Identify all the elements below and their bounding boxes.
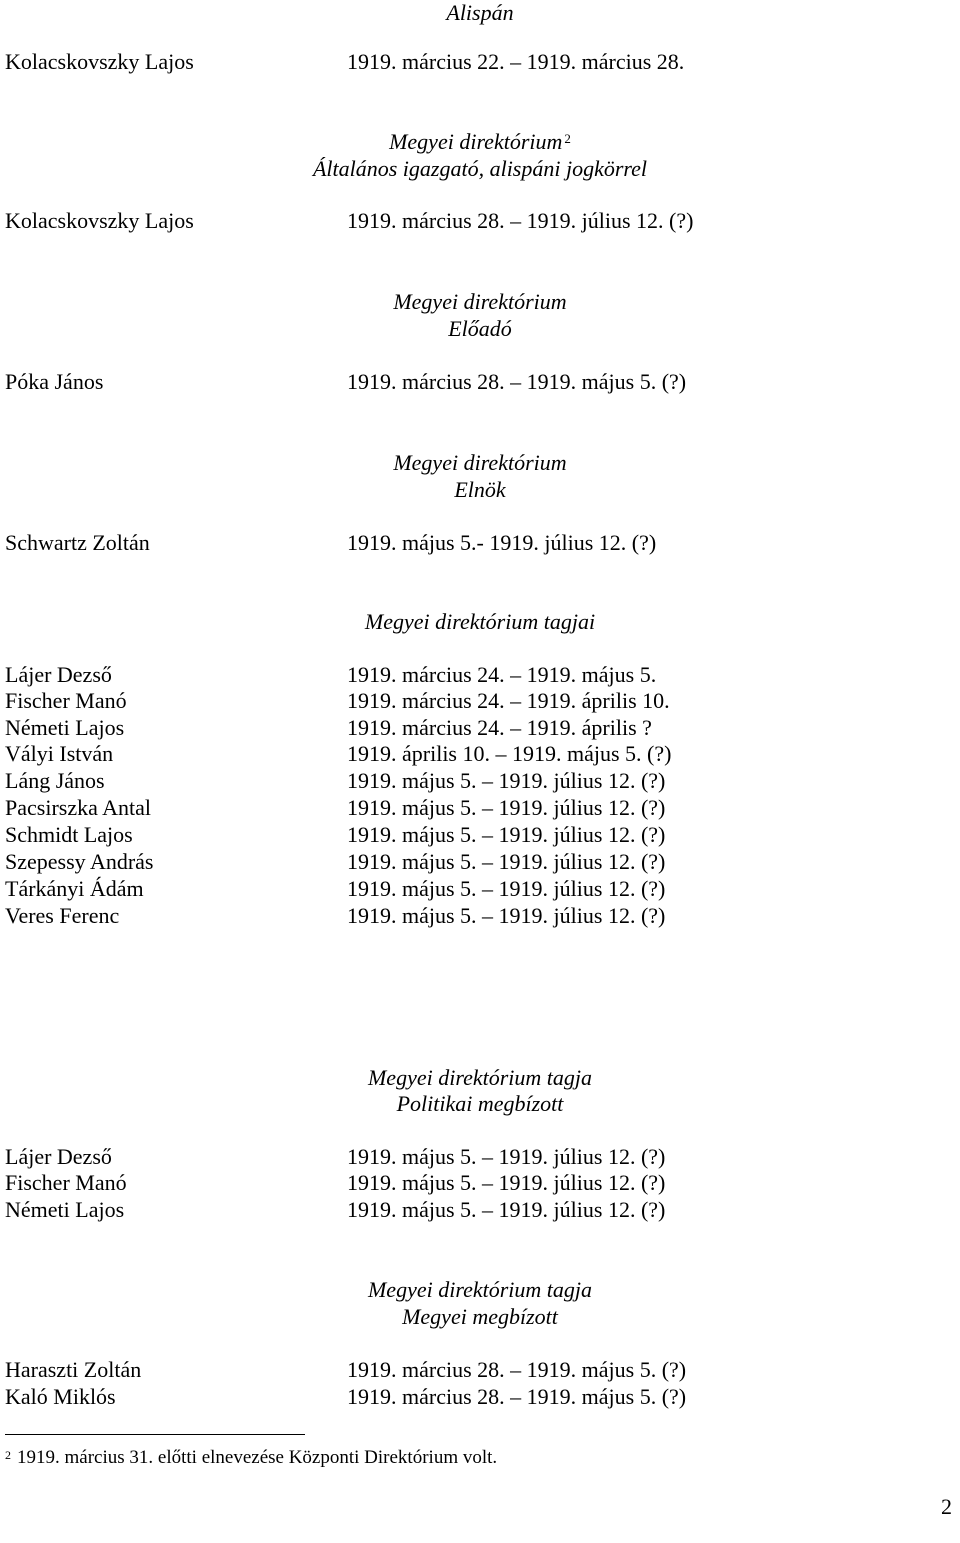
- list-item: [5, 1197, 955, 1223]
- date-range: 1919. május 5. – 1919. július 12. (?): [347, 849, 666, 874]
- list-item: [5, 1170, 955, 1196]
- list-item: [5, 822, 955, 848]
- person-name: Lájer Dezső: [5, 662, 112, 687]
- list-item: [5, 369, 955, 395]
- list-item: [5, 715, 955, 741]
- footnote-text: 1919. március 31. előtti elnevezése Központi Direktórium volt.: [17, 1447, 498, 1468]
- person-name: Szepessy András: [5, 849, 154, 874]
- date-range: 1919. május 5. – 1919. július 12. (?): [347, 1197, 666, 1222]
- date-range: 1919. március 24. – 1919. április 10.: [347, 688, 670, 713]
- person-name: Kolacskovszky Lajos: [5, 208, 194, 233]
- section-subtitle: Elnök: [454, 477, 506, 502]
- list-item: [5, 849, 955, 875]
- date-range: 1919. május 5. – 1919. július 12. (?): [347, 1170, 666, 1195]
- footnote-divider: [5, 1434, 305, 1435]
- list-item: [5, 1384, 955, 1410]
- date-range: 1919. május 5. – 1919. július 12. (?): [347, 876, 666, 901]
- section-title: Megyei direktórium: [393, 450, 567, 475]
- list-item: [5, 1144, 955, 1170]
- date-range: 1919. március 28. – 1919. május 5. (?): [347, 1357, 687, 1382]
- footnote-marker: 2: [5, 1448, 11, 1462]
- list-item: [5, 741, 955, 767]
- section-title: Megyei direktórium: [393, 289, 567, 314]
- section-title: [0, 129, 960, 155]
- date-range: 1919. május 5. – 1919. július 12. (?): [347, 795, 666, 820]
- list-item: [5, 662, 955, 688]
- section-title: Megyei direktórium tagjai: [364, 609, 596, 634]
- person-name: Németi Lajos: [5, 715, 125, 740]
- section-subtitle: Politikai megbízott: [396, 1091, 564, 1116]
- person-name: Vályi István: [5, 741, 114, 766]
- person-name: Haraszti Zoltán: [5, 1357, 142, 1382]
- date-range: 1919. május 5. – 1919. július 12. (?): [347, 822, 666, 847]
- date-range: 1919. március 22. – 1919. március 28.: [347, 49, 685, 74]
- person-name: Láng János: [5, 768, 105, 793]
- person-name: Schwartz Zoltán: [5, 530, 150, 555]
- section-subtitle: Megyei megbízott: [402, 1304, 558, 1329]
- person-name: Póka János: [5, 369, 104, 394]
- footnote-reference: 2: [564, 131, 571, 146]
- list-item: [5, 208, 955, 234]
- person-name: Pacsirszka Antal: [5, 795, 152, 820]
- person-name: Schmidt Lajos: [5, 822, 133, 847]
- person-name: Fischer Manó: [5, 1170, 127, 1195]
- person-name: Kolacskovszky Lajos: [5, 49, 194, 74]
- section-title-alispan: Alispán: [446, 0, 514, 25]
- section-title: Megyei direktórium tagja: [367, 1065, 593, 1090]
- footnote: [5, 1446, 497, 1470]
- list-item: [5, 688, 955, 714]
- person-name: Veres Ferenc: [5, 903, 120, 928]
- list-item: [5, 903, 955, 929]
- list-item: [5, 768, 955, 794]
- date-range: 1919. május 5.- 1919. július 12. (?): [347, 530, 657, 555]
- date-range: 1919. március 24. – 1919. május 5.: [347, 662, 657, 687]
- date-range: 1919. május 5. – 1919. július 12. (?): [347, 768, 666, 793]
- section-title-text: Megyei direktórium: [389, 129, 563, 154]
- date-range: 1919. március 28. – 1919. május 5. (?): [347, 1384, 687, 1409]
- person-name: Tárkányi Ádám: [5, 876, 144, 901]
- date-range: 1919. május 5. – 1919. július 12. (?): [347, 1144, 666, 1169]
- list-item: [5, 795, 955, 821]
- person-name: Lájer Dezső: [5, 1144, 112, 1169]
- list-item: [5, 876, 955, 902]
- section-subtitle: Általános igazgató, alispáni jogkörrel: [312, 156, 648, 181]
- list-item: [5, 530, 955, 556]
- date-range: 1919. március 28. – 1919. július 12. (?): [347, 208, 694, 233]
- section-subtitle: Előadó: [448, 316, 512, 341]
- list-item: [5, 49, 955, 75]
- date-range: 1919. március 28. – 1919. május 5. (?): [347, 369, 687, 394]
- page-number: 2: [941, 1494, 952, 1519]
- list-item: [5, 1357, 955, 1383]
- date-range: 1919. március 24. – 1919. április ?: [347, 715, 652, 740]
- section-title: Megyei direktórium tagja: [367, 1277, 593, 1302]
- date-range: 1919. április 10. – 1919. május 5. (?): [347, 741, 672, 766]
- person-name: Fischer Manó: [5, 688, 127, 713]
- date-range: 1919. május 5. – 1919. július 12. (?): [347, 903, 666, 928]
- person-name: Kaló Miklós: [5, 1384, 116, 1409]
- person-name: Németi Lajos: [5, 1197, 125, 1222]
